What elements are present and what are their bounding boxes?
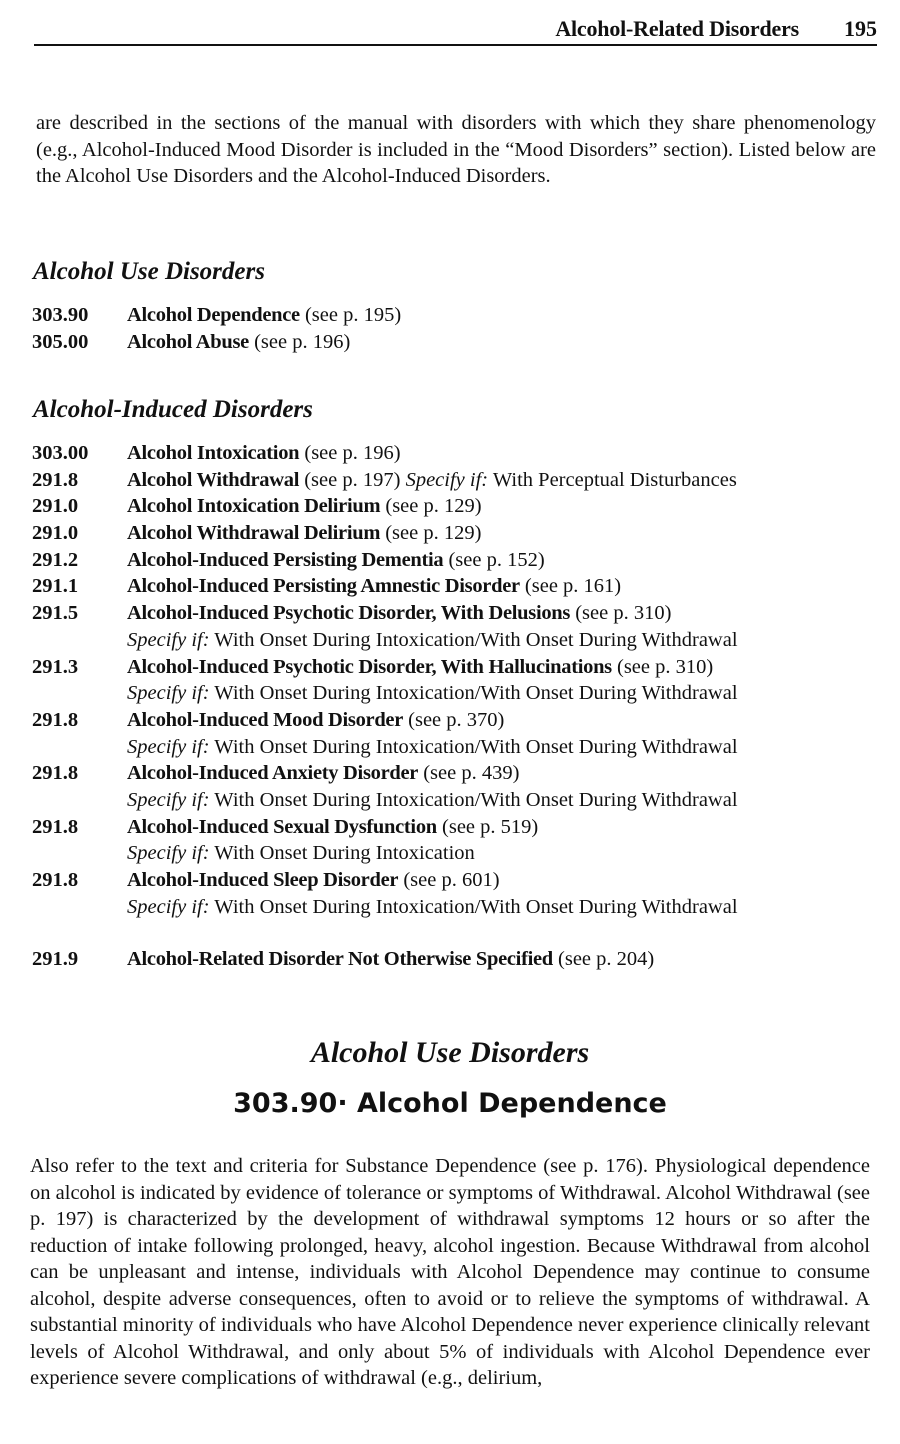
specifier-text: With Onset During Intoxication/With Onset During Withdrawal (214, 788, 738, 811)
induced-disorders-list (32, 440, 882, 920)
page-reference: (see p. 129) (385, 522, 482, 545)
diagnostic-code: 291.8 (32, 815, 79, 838)
disorder-name: Alcohol-Induced Sleep Disorder (127, 869, 399, 892)
disorder-name: Alcohol-Induced Mood Disorder (127, 708, 404, 731)
disorder-name: Alcohol Withdrawal (127, 468, 300, 491)
specifier-text: With Onset During Intoxication/With Onset During Withdrawal (214, 682, 738, 705)
specifier-label: Specify if: (127, 735, 210, 758)
specifier-label: Specify if: (127, 682, 210, 705)
specifier-text: With Perceptual Disturbances (492, 468, 737, 491)
page-reference: (see p. 519) (442, 815, 539, 838)
specifier-label: Specify if: (127, 628, 210, 651)
use-disorders-heading: Alcohol Use Disorders (33, 258, 265, 285)
diagnostic-code: 291.8 (32, 708, 79, 731)
specifier-text: With Onset During Intoxication (214, 842, 475, 865)
diagnostic-code: 291.0 (32, 522, 79, 545)
disorder-title: 303.90· Alcohol Dependence (233, 1088, 667, 1119)
disorder-name: Alcohol-Induced Anxiety Disorder (127, 762, 419, 785)
intro-paragraph: are described in the sections of the manual with disorders with which they share phenomenology (e.g., Alcohol-Induced Mood Disorder is included in the “Mood Disorders” section). Listed below are the Alcohol Use Disorders and the Alcohol-Induced Disorders. (36, 112, 876, 187)
specifier-label: Specify if: (127, 788, 210, 811)
page-reference: (see p. 129) (385, 495, 482, 518)
page-reference: (see p. 310) (617, 655, 714, 678)
diagnostic-code: 291.1 (32, 575, 79, 598)
list-item (32, 467, 882, 494)
body-paragraph: Also refer to the text and criteria for Substance Dependence (see p. 176). Physiological dependence on alcohol is indicated by evidence of tolerance or symptoms of Withdrawal. Alcohol Withdrawal (see p. 197) is characterized by the development of withdrawal symptoms 12 hours or so after the reduction of intake following prolonged, heavy, alcohol ingestion. Because Withdrawal from alcohol can be unpleasant and intense, individuals with Alcohol Dependence may continue to consume alcohol, despite adverse consequences, often to avoid or to relieve the symptoms of withdrawal. A substantial minority of individuals who have Alcohol Dependence never experience clinically relevant levels of Alcohol Withdrawal, and only about 5% of individuals with Alcohol Dependence ever experience severe complications of withdrawal (e.g., delirium, (30, 1155, 870, 1389)
list-item (32, 600, 882, 653)
page-reference: (see p. 310) (575, 602, 672, 625)
disorder-name: Alcohol Dependence (127, 304, 300, 326)
list-item (32, 493, 882, 520)
page-reference: (see p. 601) (403, 869, 500, 892)
disorder-name: Alcohol Withdrawal Delirium (127, 522, 381, 545)
list-item (32, 654, 882, 707)
diagnostic-code: 291.8 (32, 869, 79, 892)
page-reference: (see p. 195) (304, 304, 402, 326)
diagnostic-code: 291.2 (32, 548, 79, 571)
list-item (32, 520, 882, 547)
page-reference: (see p. 439) (423, 762, 520, 785)
disorder-name: Alcohol-Induced Sexual Dysfunction (127, 815, 437, 838)
list-item (32, 573, 882, 600)
disorder-name: Alcohol Intoxication (127, 442, 300, 464)
diagnostic-code: 291.8 (32, 468, 79, 491)
specifier-label: Specify if: (127, 842, 210, 865)
disorder-name: Alcohol-Induced Persisting Dementia (127, 548, 444, 571)
disorder-name: Alcohol-Related Disorder Not Otherwise Specified (127, 948, 553, 970)
diagnostic-code: 303.90 (32, 304, 89, 326)
list-item (32, 760, 882, 813)
page-reference: (see p. 197) (304, 468, 401, 491)
disorder-name: Alcohol-Induced Psychotic Disorder, With Hallucinations (127, 655, 612, 678)
list-item (32, 302, 882, 329)
page-reference: (see p. 370) (408, 708, 505, 731)
running-head-title: Alcohol-Related Disorders (555, 16, 799, 41)
disorder-name: Alcohol Intoxication Delirium (127, 495, 381, 518)
diagnostic-code: 291.8 (32, 762, 79, 785)
list-item (32, 707, 882, 760)
diagnostic-code: 303.00 (32, 442, 89, 464)
diagnostic-code: 291.3 (32, 655, 79, 678)
specifier-label: Specify if: (405, 468, 489, 491)
list-item (32, 329, 882, 356)
specifier-text: With Onset During Intoxication/With Onset During Withdrawal (214, 628, 738, 651)
specifier-label: Specify if: (127, 895, 210, 918)
nos-list-item (32, 946, 882, 973)
page-reference: (see p. 161) (524, 575, 622, 598)
diagnostic-code: 291.9 (32, 948, 79, 970)
page-reference: (see p. 196) (304, 442, 401, 464)
diagnostic-code: 291.5 (32, 602, 79, 625)
list-item (32, 814, 882, 867)
page-reference: (see p. 196) (254, 330, 351, 353)
page-reference: (see p. 204) (558, 948, 655, 970)
running-head (34, 14, 877, 46)
list-item (32, 547, 882, 574)
list-item (32, 867, 882, 920)
chapter-title: Alcohol Use Disorders (310, 1036, 590, 1069)
list-item (32, 440, 882, 467)
specifier-text: With Onset During Intoxication/With Onset During Withdrawal (214, 735, 738, 758)
page-number: 195 (844, 16, 877, 41)
specifier-text: With Onset During Intoxication/With Onset During Withdrawal (214, 895, 738, 918)
disorder-name: Alcohol-Induced Persisting Amnestic Disorder (127, 575, 520, 598)
diagnostic-code: 305.00 (32, 330, 89, 353)
page-reference: (see p. 152) (448, 548, 545, 571)
disorder-name: Alcohol Abuse (127, 330, 249, 353)
diagnostic-code: 291.0 (32, 495, 79, 518)
disorder-name: Alcohol-Induced Psychotic Disorder, With Delusions (127, 602, 571, 625)
use-disorders-list (32, 302, 882, 355)
induced-disorders-heading: Alcohol-Induced Disorders (33, 396, 313, 423)
